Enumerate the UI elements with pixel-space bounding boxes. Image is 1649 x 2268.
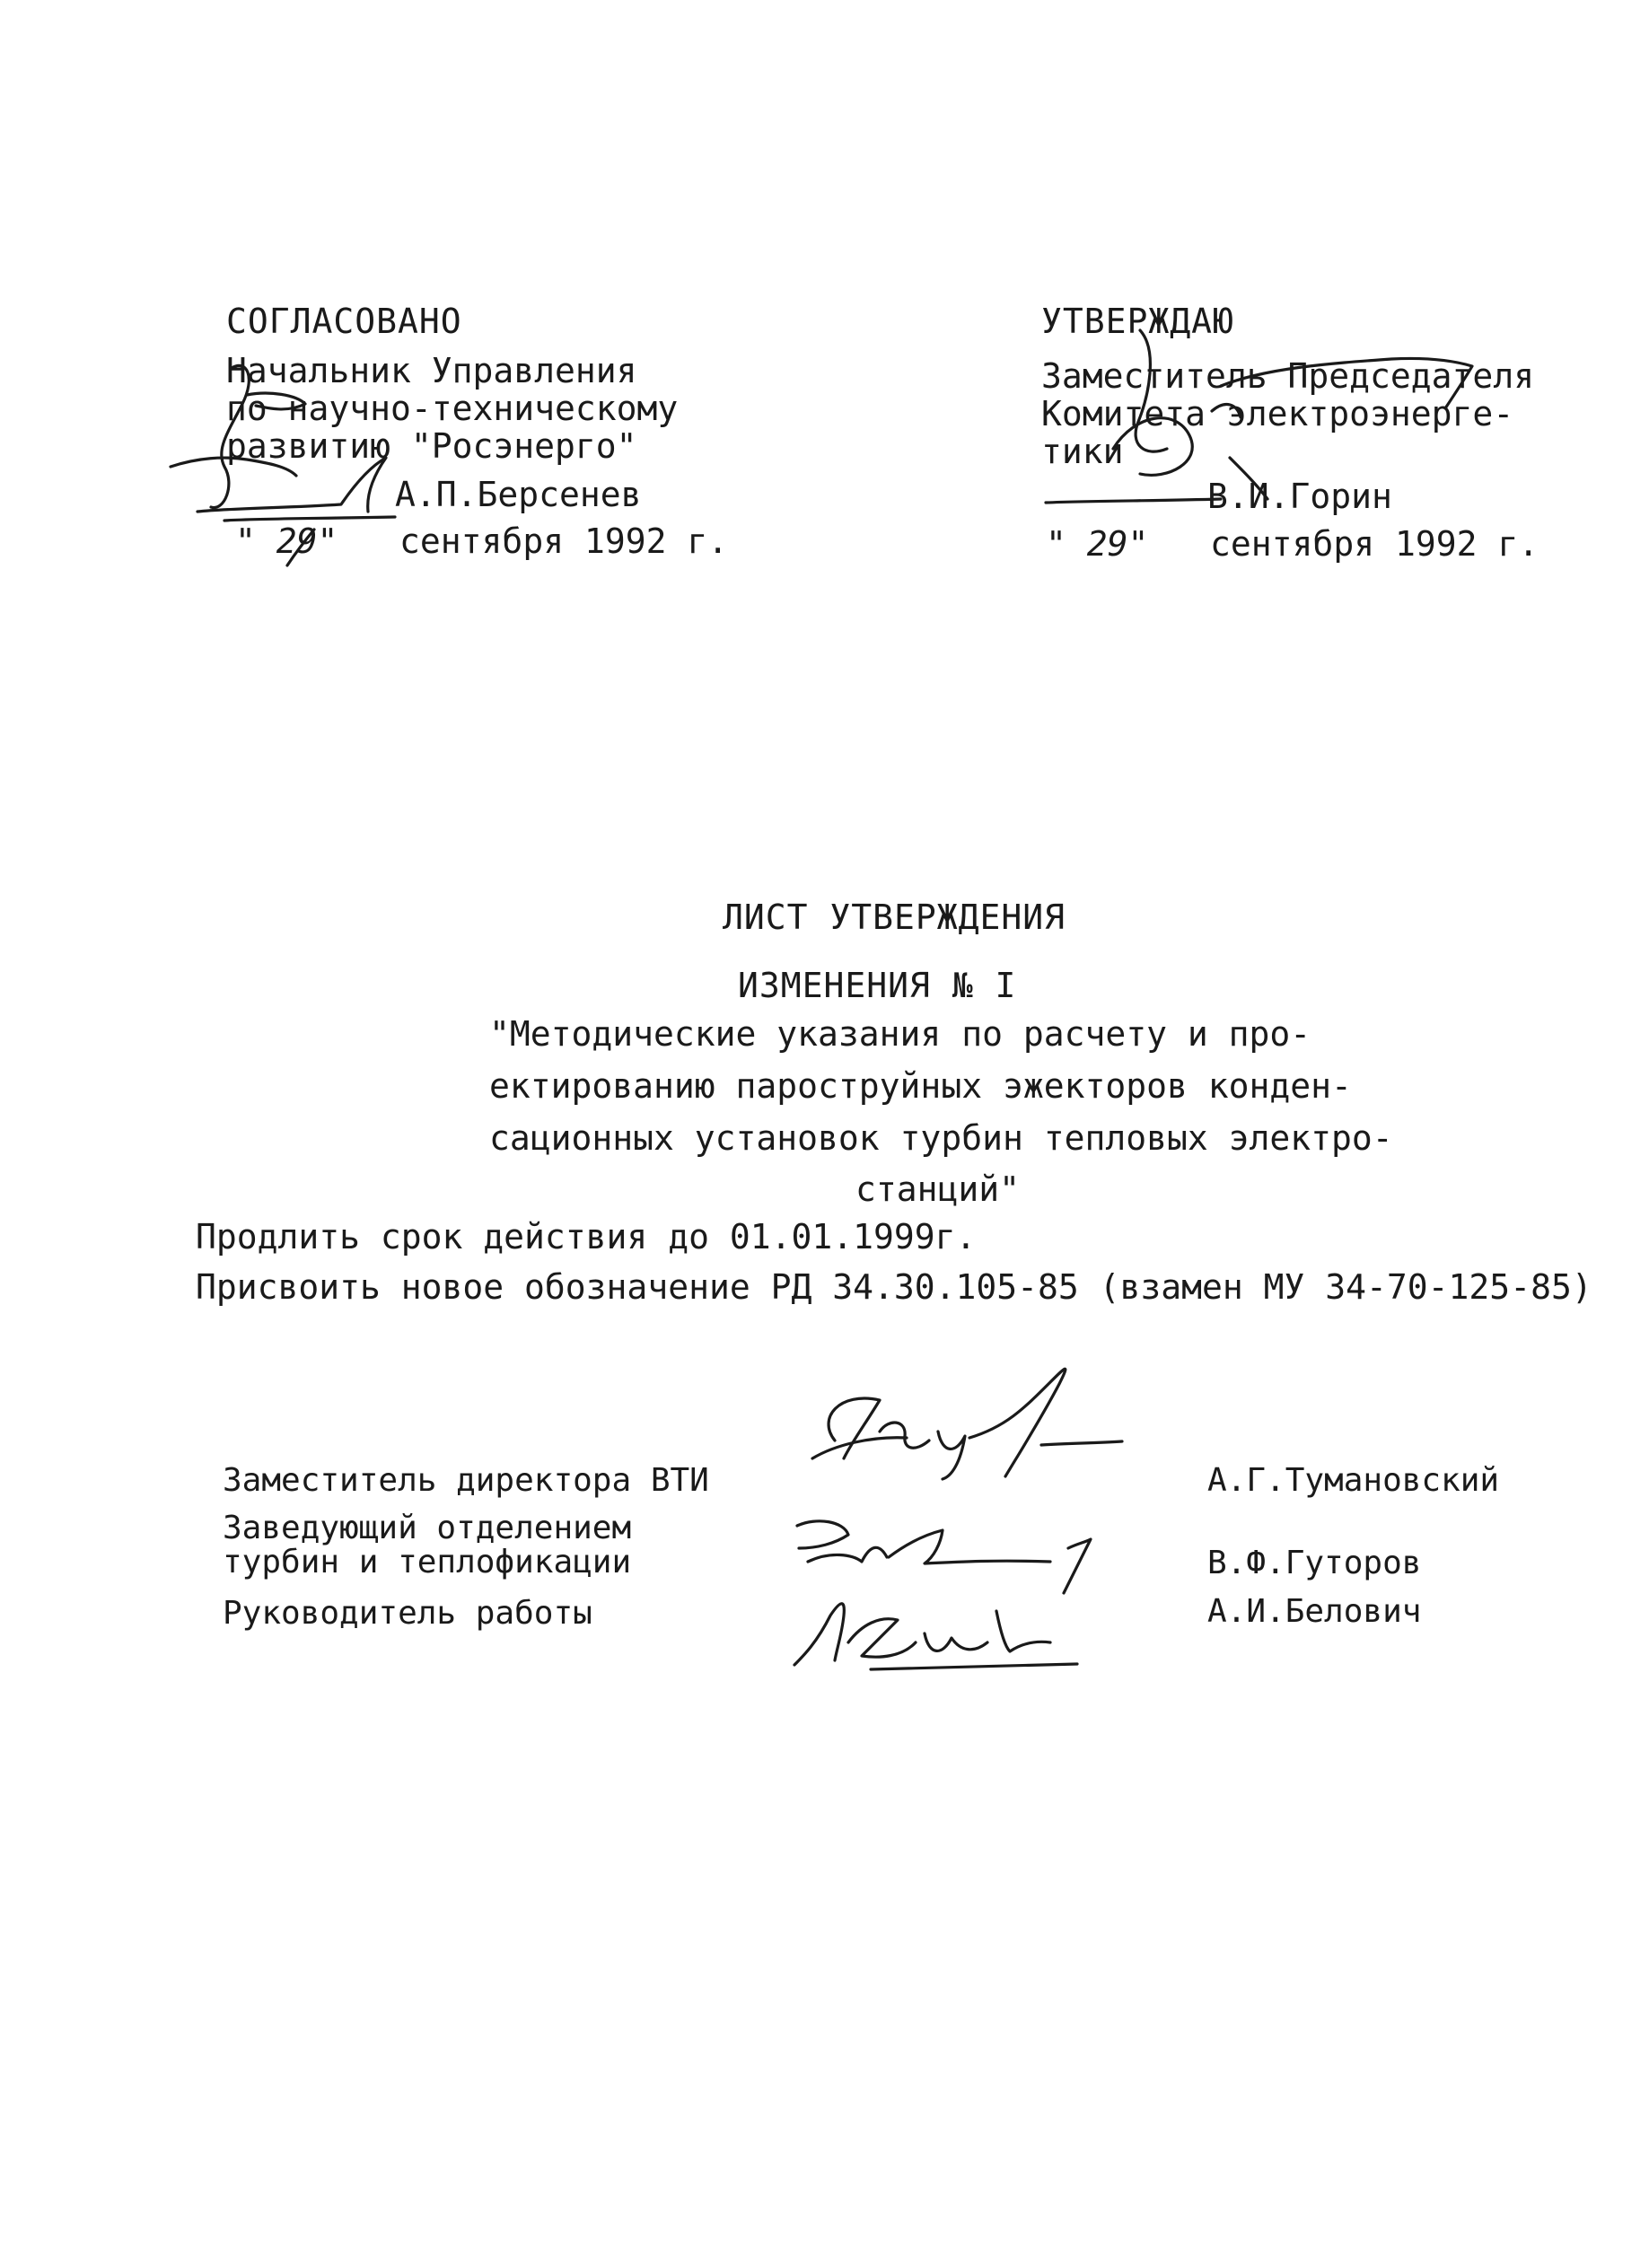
agreed-date-day: 29 — [276, 521, 318, 561]
validity-extension: Продлить срок действия до 01.01.1999г. — [196, 1217, 977, 1257]
signatory-1-position: Заместитель директора ВТИ — [223, 1462, 709, 1499]
sheet-title: ЛИСТ УТВЕРЖДЕНИЯ — [723, 898, 1066, 937]
signatory-1-signature — [781, 1355, 1176, 1481]
document-title-line-2: ектированию пароструйных эжекторов конден- — [489, 1066, 1352, 1106]
approved-date-rest: сентября 1992 г. — [1210, 524, 1539, 564]
agreed-header: СОГЛАСОВАНО — [226, 302, 462, 341]
signatory-3-signature — [781, 1580, 1176, 1678]
agreed-position-line-2: по научно-техническому — [226, 389, 679, 428]
signatory-1-name: А.Г.Тумановский — [1207, 1462, 1500, 1499]
change-number: ИЗМЕНЕНИЯ № I — [738, 966, 1017, 1005]
approved-header: УТВЕРЖДАЮ — [1041, 302, 1234, 341]
approved-position-line-3: тики — [1041, 432, 1124, 471]
new-designation: Присвоить новое обозначение РД 34.30.105-85 (взамен МУ 34-70-125-85) — [196, 1267, 1592, 1307]
approved-date-day: 29 — [1086, 524, 1128, 564]
approved-position-line-2: Комитета электроэнерге- — [1041, 394, 1514, 433]
document-title-line-4: станций" — [855, 1169, 1021, 1209]
agreed-date-rest: сентября 1992 г. — [399, 521, 729, 561]
agreed-name: А.П.Берсенев — [395, 475, 642, 514]
agreed-position-line-3: развитию "Росэнерго" — [226, 426, 637, 466]
signatory-3-position: Руководитель работы — [223, 1595, 592, 1632]
agreed-position-line-1: Начальник Управления — [226, 351, 637, 390]
signatory-3-name: А.И.Белович — [1207, 1593, 1422, 1630]
approved-position-line-1: Заместитель Председателя — [1041, 356, 1535, 396]
document-title-line-3: сационных установок турбин тепловых электро- — [489, 1118, 1393, 1158]
signatory-2-name: В.Ф.Гуторов — [1207, 1545, 1422, 1581]
approved-date: " 29" сентября 1992 г. — [1046, 524, 1539, 564]
agreed-date: " 29" сентября 1992 г. — [235, 521, 729, 561]
document-title-line-1: "Методические указания по расчету и про- — [489, 1014, 1311, 1054]
approved-signature — [1032, 314, 1508, 521]
signatory-2-position: Заведующий отделением турбин и теплофикации — [223, 1510, 632, 1581]
agreed-signature — [162, 341, 431, 574]
approved-name: В.И.Горин — [1207, 477, 1392, 516]
